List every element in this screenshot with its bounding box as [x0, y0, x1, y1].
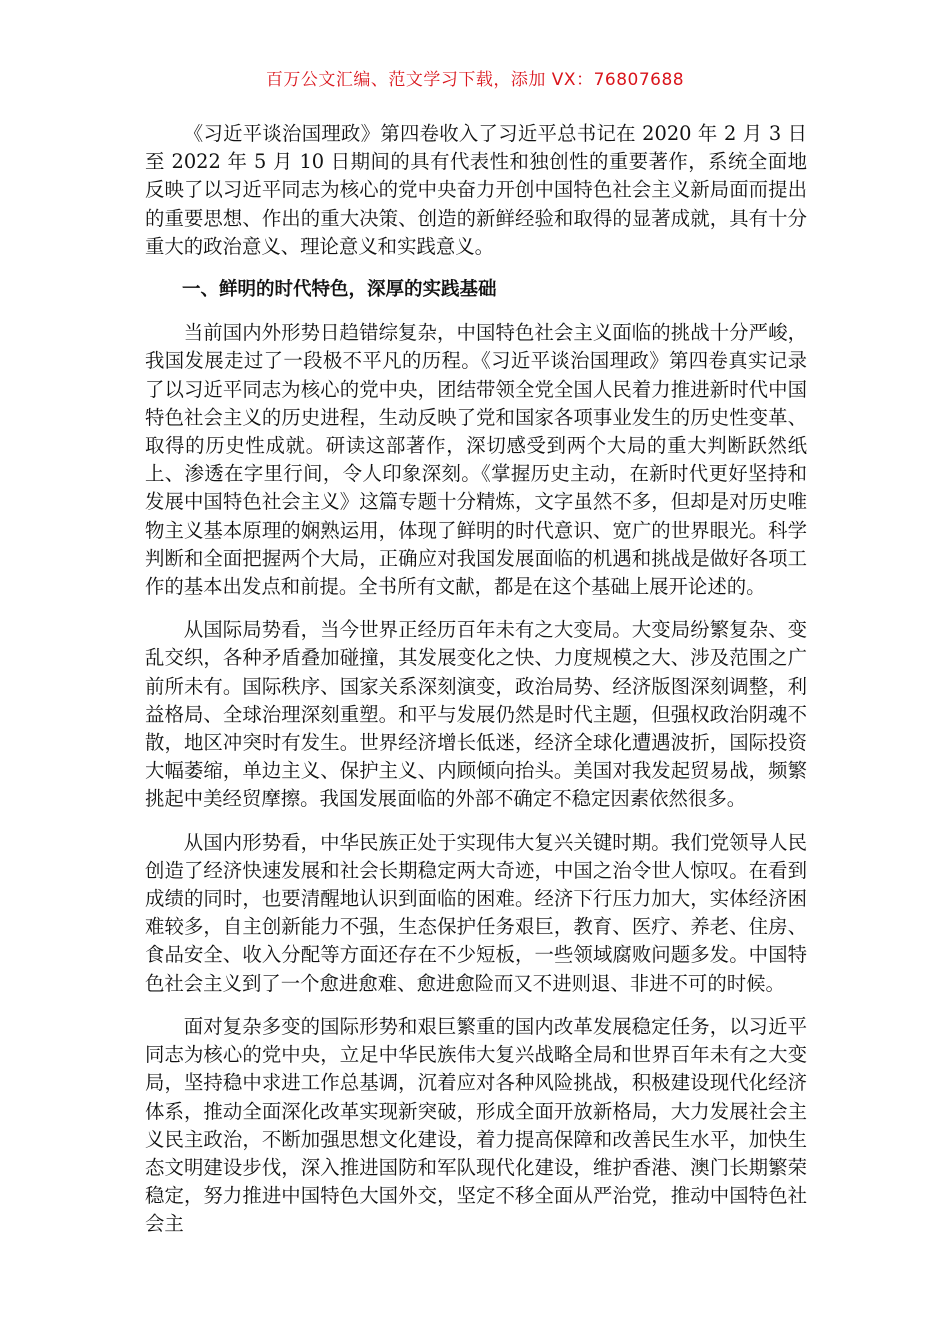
body-paragraph-response: 面对复杂多变的国际形势和艰巨繁重的国内改革发展稳定任务，以习近平同志为核心的党中央，立足中华民族伟大复兴战略全局和世界百年未有之大变局，坚持稳中求进工作总基调，沉着应对各种风险挑战，积极建设现代化经济体系，推动全面深化改革实现新突破，形成全面开放新格局，大力发展社会主义民主政治，不断加强思想文化建设，着力提高保障和改善民生水平，加快生态文明建设步伐，深入推进国防和军队现代化建设，维护香港、澳门长期繁荣稳定，努力推进中国特色大国外交，坚定不移全面从严治党，推动中国特色社会主 [145, 1014, 807, 1236]
article-body [145, 120, 807, 1254]
section-heading: 一、鲜明的时代特色，深厚的实践基础 [182, 279, 497, 301]
intro-paragraph: 《习近平谈治国理政》第四卷收入了习近平总书记在 2020 年 2 月 3 日至 2022 年 5 月 10 日期间的具有代表性和独创性的重要著作，系统全面地反映了以习近平同志为核心的党中央奋力开创中国特色社会主义新局面而提出的重要思想、作出的重大决策、创造的新鲜经验和取得的显著成就，具有十分重大的政治意义、理论意义和实践意义。 [145, 122, 807, 258]
promo-banner-text: 百万公文汇编、范文学习下载，添加 VX：76807688 [265, 70, 685, 90]
body-paragraph-situation: 当前国内外形势日趋错综复杂，中国特色社会主义面临的挑战十分严峻，我国发展走过了一段极不平凡的历程。《习近平谈治国理政》第四卷真实记录了以习近平同志为核心的党中央，团结带领全党全国人民着力推进新时代中国特色社会主义的历史进程，生动反映了党和国家各项事业发生的历史性变革、取得的历史性成就。研读这部著作，深切感受到两个大局的重大判断跃然纸上、渗透在字里行间，令人印象深刻。《掌握历史主动，在新时代更好坚持和发展中国特色社会主义》这篇专题十分精炼，文字虽然不多，但却是对历史唯物主义基本原理的娴熟运用，体现了鲜明的时代意识、宽广的世界眼光。科学判断和全面把握两个大局，正确应对我国发展面临的机遇和挑战是做好各项工作的基本出发点和前提。全书所有文献，都是在这个基础上展开论述的。 [145, 321, 807, 599]
body-paragraph-domestic: 从国内形势看，中华民族正处于实现伟大复兴关键时期。我们党领导人民创造了经济快速发展和社会长期稳定两大奇迹，中国之治令世人惊叹。在看到成绩的同时，也要清醒地认识到面临的困难。经济下行压力加大，实体经济困难较多，自主创新能力不强，生态保护任务艰巨，教育、医疗、养老、住房、食品安全、收入分配等方面还存在不少短板，一些领域腐败问题多发。中国特色社会主义到了一个愈进愈难、愈进愈险而又不进则退、非进不可的时候。 [145, 830, 807, 995]
body-paragraph-international: 从国际局势看，当今世界正经历百年未有之大变局。大变局纷繁复杂、变乱交织，各种矛盾叠加碰撞，其发展变化之快、力度规模之大、涉及范围之广前所未有。国际秩序、国家关系深刻演变，政治局势、经济版图深刻调整，利益格局、全球治理深刻重塑。和平与发展仍然是时代主题，但强权政治阴魂不散，地区冲突时有发生。世界经济增长低迷，经济全球化遭遇波折，国际投资大幅萎缩，单边主义、保护主义、内顾倾向抬头。美国对我发起贸易战，频繁挑起中美经贸摩擦。我国发展面临的外部不确定不稳定因素依然很多。 [145, 618, 807, 811]
